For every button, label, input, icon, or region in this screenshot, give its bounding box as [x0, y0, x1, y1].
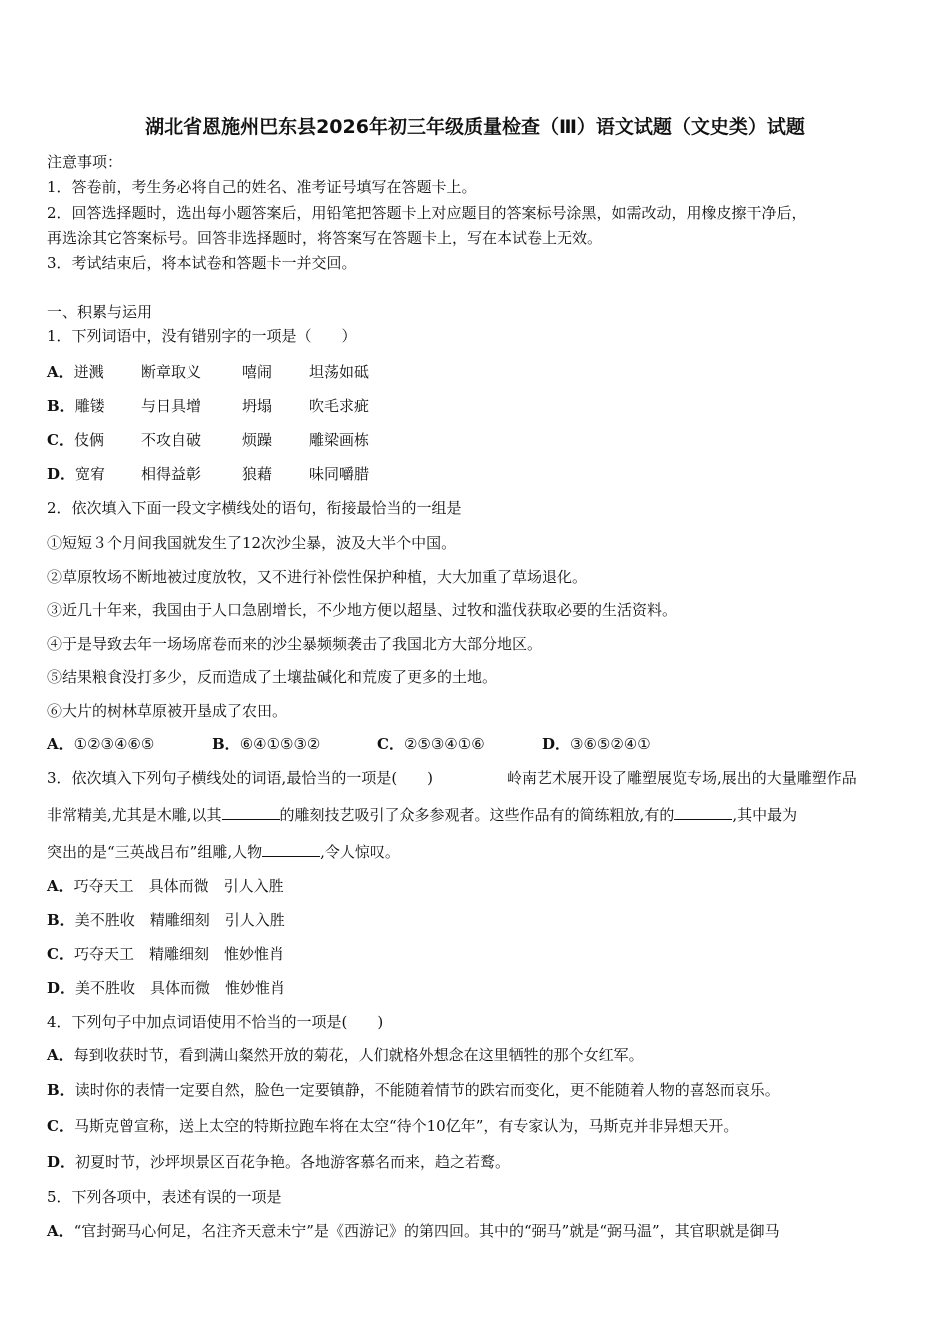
question-3-stem-line-2: 非常精美,尤其是木雕,以其 的雕刻技艺吸引了众多参观者。这些作品有的简练粗放,有的 ,其中最为	[47, 806, 798, 824]
q2-option-a: A．①②③④⑥⑤	[47, 735, 155, 753]
q3-option-a: A．巧夺天工 具体而微 引人入胜	[47, 877, 284, 895]
q2-sentence-2: ②草原牧场不断地被过度放牧，又不进行补偿性保护种植，大大加重了草场退化。	[47, 568, 588, 586]
q4-option-c: C．马斯克曾宣称，送上太空的特斯拉跑车将在太空“待个10亿年”，有专家认为，马斯克并非异想天开。	[47, 1117, 739, 1135]
page-title: 湖北省恩施州巴东县2026年初三年级质量检查（Ⅲ）语文试题（文史类）试题	[145, 116, 805, 138]
option-label: D．	[47, 465, 76, 483]
q2-sentence-5: ⑤结果粮食没打多少，反而造成了土壤盐碱化和荒废了更多的土地。	[47, 668, 498, 686]
question-3-stem-line-1: 3．依次填入下列句子横线处的词语,最恰当的一项是( ) 岭南艺术展开设了雕塑展览专场,展出的大量雕塑作品	[47, 769, 857, 787]
fill-blank	[262, 842, 320, 857]
q1-option-a: A．迸溅 断章取义 嘻闹 坦荡如砥	[47, 363, 370, 381]
q1-option-d: D．宽宥 相得益彰 狼藉 味同嚼腊	[47, 465, 370, 483]
question-4-stem: 4．下列句子中加点词语使用不恰当的一项是( )	[47, 1013, 384, 1031]
question-2-stem: 2．依次填入下面一段文字横线处的语句，衔接最恰当的一组是	[47, 499, 462, 517]
q1-option-c: C．伎俩 不攻自破 烦躁 雕梁画栋	[47, 431, 370, 449]
notice-line-4: 3．考试结束后，将本试卷和答题卡一并交回。	[47, 254, 357, 272]
q3-option-c: C．巧夺天工 精雕细刻 惟妙惟肖	[47, 945, 284, 963]
question-5-stem: 5．下列各项中，表述有误的一项是	[47, 1188, 282, 1206]
question-3-stem-line-3: 突出的是“三英战吕布”组雕,人物 ,令人惊叹。	[47, 843, 400, 861]
notice-line-3: 再选涂其它答案标号。回答非选择题时，将答案写在答题卡上，写在本试卷上无效。	[47, 229, 603, 247]
q2-option-d: D．③⑥⑤②④①	[542, 735, 651, 753]
option-label: C．	[47, 431, 74, 449]
notice-line-2: 2．回答选择题时，选出每小题答案后，用铅笔把答题卡上对应题目的答案标号涂黑，如需改动，用橡皮擦干净后，	[47, 204, 807, 222]
notice-heading: 注意事项：	[47, 153, 123, 171]
q2-sentence-1: ①短短３个月间我国就发生了12次沙尘暴，波及大半个中国。	[47, 534, 457, 552]
q4-option-d: D．初夏时节，沙坪坝景区百花争艳。各地游客慕名而来，趋之若鹜。	[47, 1153, 511, 1171]
q2-option-b: B．⑥④①⑤③②	[212, 735, 321, 753]
q3-option-b: B．美不胜收 精雕细刻 引人入胜	[47, 911, 285, 929]
q4-option-a: A．每到收获时节，看到满山粲然开放的菊花，人们就格外想念在这里牺牲的那个女红军。	[47, 1046, 644, 1064]
option-label: B．	[47, 397, 75, 415]
question-1-stem: 1．下列词语中，没有错别字的一项是（ ）	[47, 327, 357, 345]
fill-blank	[222, 805, 280, 820]
q5-option-a: A．“官封弼马心何足，名注齐天意未宁”是《西游记》的第四回。其中的“弼马”就是“弼马温”，其官职就是御马	[47, 1222, 780, 1240]
q2-option-c: C．②⑤③④①⑥	[377, 735, 485, 753]
q1-option-b: B．雕镂 与日具增 坍塌 吹毛求疵	[47, 397, 370, 415]
q2-sentence-6: ⑥大片的树林草原被开垦成了农田。	[47, 702, 288, 720]
option-label: A．	[47, 363, 74, 381]
q2-sentence-4: ④于是导致去年一场场席卷而来的沙尘暴频频袭击了我国北方大部分地区。	[47, 635, 543, 653]
q2-options	[47, 734, 651, 754]
section-heading: 一、积累与运用	[47, 303, 153, 321]
notice-line-1: 1．答卷前，考生务必将自己的姓名、准考证号填写在答题卡上。	[47, 178, 477, 196]
q4-option-b: B．读时你的表情一定要自然，脸色一定要镇静，不能随着情节的跌宕而变化，更不能随着人物的喜怒而哀乐。	[47, 1081, 780, 1099]
fill-blank	[674, 805, 732, 820]
q3-option-d: D．美不胜收 具体而微 惟妙惟肖	[47, 979, 286, 997]
q2-sentence-3: ③近几十年来，我国由于人口急剧增长，不少地方便以超垦、过牧和滥伐获取必要的生活资料。	[47, 601, 678, 619]
